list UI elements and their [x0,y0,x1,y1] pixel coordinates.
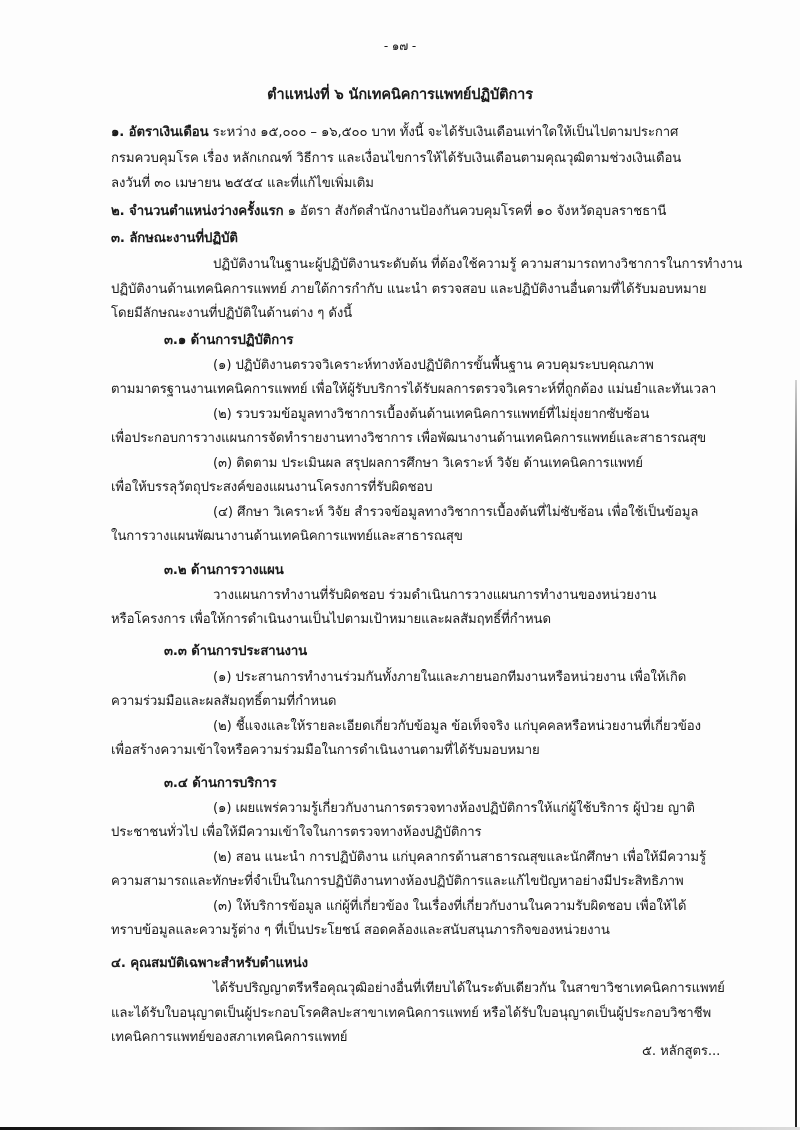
section-1-line-2: กรมควบคุมโรค เรื่อง หลักเกณฑ์ วิธีการ และเงื่อนไขการให้ได้รับเงินเดือนตามคุณวุฒิตามช่วงเงินเดือน [111,151,682,166]
page-number: - ๑๗ - [383,39,417,53]
subsection-3-2-line: หรือโครงการ เพื่อให้การดำเนินงานเป็นไปตามเป้าหมายและผลสัมฤทธิ์ที่กำหนด [111,612,551,627]
page-title: ตำแหน่งที่ ๖ นักเทคนิคการแพทย์ปฏิบัติการ [267,87,533,103]
subsection-3-2-heading: ๓.๒ ด้านการวางแผน [164,563,284,578]
subsection-3-4-line: ประชาชนทั่วไป เพื่อให้มีความเข้าใจในการตรวจทางห้องปฏิบัติการ [111,825,482,840]
section-2-heading: ๒. จำนวนตำแหน่งว่างครั้งแรก [111,204,284,219]
section-1-line-1 [111,124,678,142]
section-4-heading: ๔. คุณสมบัติเฉพาะสำหรับตำแหน่ง [111,956,308,971]
subsection-3-3-line: ความร่วมมือและผลสัมฤทธิ์ตามที่กำหนด [111,694,337,709]
section-1-heading: ๑. อัตราเงินเดือน [111,125,209,140]
continuation-marker: ๕. หลักสูตร... [642,1044,721,1059]
subsection-3-1-line: (๓) ติดตาม ประเมินผล สรุปผลการศึกษา วิเคราะห์ วิจัย ด้านเทคนิคการแพทย์ [213,456,643,471]
section-3-intro-line: ปฏิบัติงานในฐานะผู้ปฏิบัติงานระดับต้น ที่ต้องใช้ความรู้ ความสามารถทางวิชาการในการทำงาน [213,257,743,272]
section-3-intro-line: ปฏิบัติงานด้านเทคนิคการแพทย์ ภายใต้การกำกับ แนะนำ ตรวจสอบ และปฏิบัติงานอื่นตามที่ได้รับมอบหมาย [111,282,707,297]
section-2-text: ๑ อัตรา สังกัดสำนักงานป้องกันควบคุมโรคที่ ๑๐ จังหวัดอุบลราชธานี [283,204,667,219]
subsection-3-4-line: ทราบข้อมูลและความรู้ต่าง ๆ ที่เป็นประโยชน์ สอดคล้องและสนับสนุนภารกิจของหน่วยงาน [111,923,610,938]
subsection-3-1-line: เพื่อประกอบการวางแผนการจัดทำรายงานทางวิชาการ เพื่อพัฒนางานด้านเทคนิคการแพทย์และสาธารณสุข [111,431,707,446]
section-1-text: ระหว่าง ๑๕,๐๐๐ – ๑๖,๕๐๐ บาท ทั้งนี้ จะได้รับเงินเดือนเท่าใดให้เป็นไปตามประกาศ [208,125,679,140]
subsection-3-1-line: (๒) รวบรวมข้อมูลทางวิชาการเบื้องต้นด้านเทคนิคการแพทย์ที่ไม่ยุ่งยากซับซ้อน [213,407,650,422]
scan-edge-right [795,380,797,1130]
subsection-3-3-line: เพื่อสร้างความเข้าใจหรือความร่วมมือในการดำเนินงานตามที่ได้รับมอบหมาย [111,743,540,758]
subsection-3-1-heading: ๓.๑ ด้านการปฏิบัติการ [164,333,294,348]
subsection-3-1-line: ตามมาตรฐานงานเทคนิคการแพทย์ เพื่อให้ผู้รับบริการได้รับผลการตรวจวิเคราะห์ที่ถูกต้อง แม่นยำและทันเวลา [111,382,717,397]
subsection-3-1-line: (๔) ศึกษา วิเคราะห์ วิจัย สำรวจข้อมูลทางวิชาการเบื้องต้นที่ไม่ซับซ้อน เพื่อใช้เป็นข้อมูล [213,505,699,520]
subsection-3-2-line: วางแผนการทำงานที่รับผิดชอบ ร่วมดำเนินการวางแผนการทำงานของหน่วยงาน [213,588,657,603]
section-4-line: ได้รับปริญญาตรีหรือคุณวุฒิอย่างอื่นที่เทียบได้ในระดับเดียวกัน ในสาขาวิชาเทคนิคการแพทย์ [213,981,725,996]
subsection-3-3-heading: ๓.๓ ด้านการประสานงาน [164,644,308,659]
section-3-heading: ๓. ลักษณะงานที่ปฏิบัติ [111,231,238,246]
subsection-3-3-line: (๑) ประสานการทำงานร่วมกันทั้งภายในและภายนอกทีมงานหรือหน่วยงาน เพื่อให้เกิด [213,670,687,685]
subsection-3-3-line: (๒) ชี้แจงและให้รายละเอียดเกี่ยวกับข้อมูล ข้อเท็จจริง แก่บุคคลหรือหน่วยงานที่เกี่ยวข้อง [213,719,701,734]
section-2-line [111,203,666,221]
subsection-3-1-line: (๑) ปฏิบัติงานตรวจวิเคราะห์ทางห้องปฏิบัติการขั้นพื้นฐาน ควบคุมระบบคุณภาพ [213,358,654,373]
section-3-intro-line: โดยมีลักษณะงานที่ปฏิบัติในด้านต่าง ๆ ดังนี้ [111,306,353,321]
section-4-line: เทคนิคการแพทย์ของสภาเทคนิคการแพทย์ [111,1030,348,1045]
subsection-3-4-line: (๑) เผยแพร่ความรู้เกี่ยวกับงานการตรวจทางห้องปฏิบัติการให้แก่ผู้ใช้บริการ ผู้ป่วย ญาติ [213,801,695,816]
subsection-3-4-line: ความสามารถและทักษะที่จำเป็นในการปฏิบัติงานทางห้องปฏิบัติการและแก้ไขปัญหาอย่างมีประสิทธิภาพ [111,874,684,889]
subsection-3-4-line: (๒) สอน แนะนำ การปฏิบัติงาน แก่บุคลากรด้านสาธารณสุขและนักศึกษา เพื่อให้มีความรู้ [213,850,707,865]
section-1-line-3: ลงวันที่ ๓๐ เมษายน ๒๕๕๔ และที่แก้ไขเพิ่มเติม [111,176,374,191]
subsection-3-4-line: (๓) ให้บริการข้อมูล แก่ผู้ที่เกี่ยวข้อง ในเรื่องที่เกี่ยวกับงานในความรับผิดชอบ เพื่อให้ได้ [213,899,687,914]
subsection-3-1-line: เพื่อให้บรรลุวัตถุประสงค์ของแผนงานโครงการที่รับผิดชอบ [111,480,433,495]
section-4-line: และได้รับใบอนุญาตเป็นผู้ประกอบโรคศิลปะสาขาเทคนิคการแพทย์ หรือได้รับใบอนุญาตเป็นผู้ประกอบวิชาชีพ [111,1006,712,1021]
subsection-3-1-line: ในการวางแผนพัฒนางานด้านเทคนิคการแพทย์และสาธารณสุข [111,529,463,544]
subsection-3-4-heading: ๓.๔ ด้านการบริการ [164,776,277,791]
